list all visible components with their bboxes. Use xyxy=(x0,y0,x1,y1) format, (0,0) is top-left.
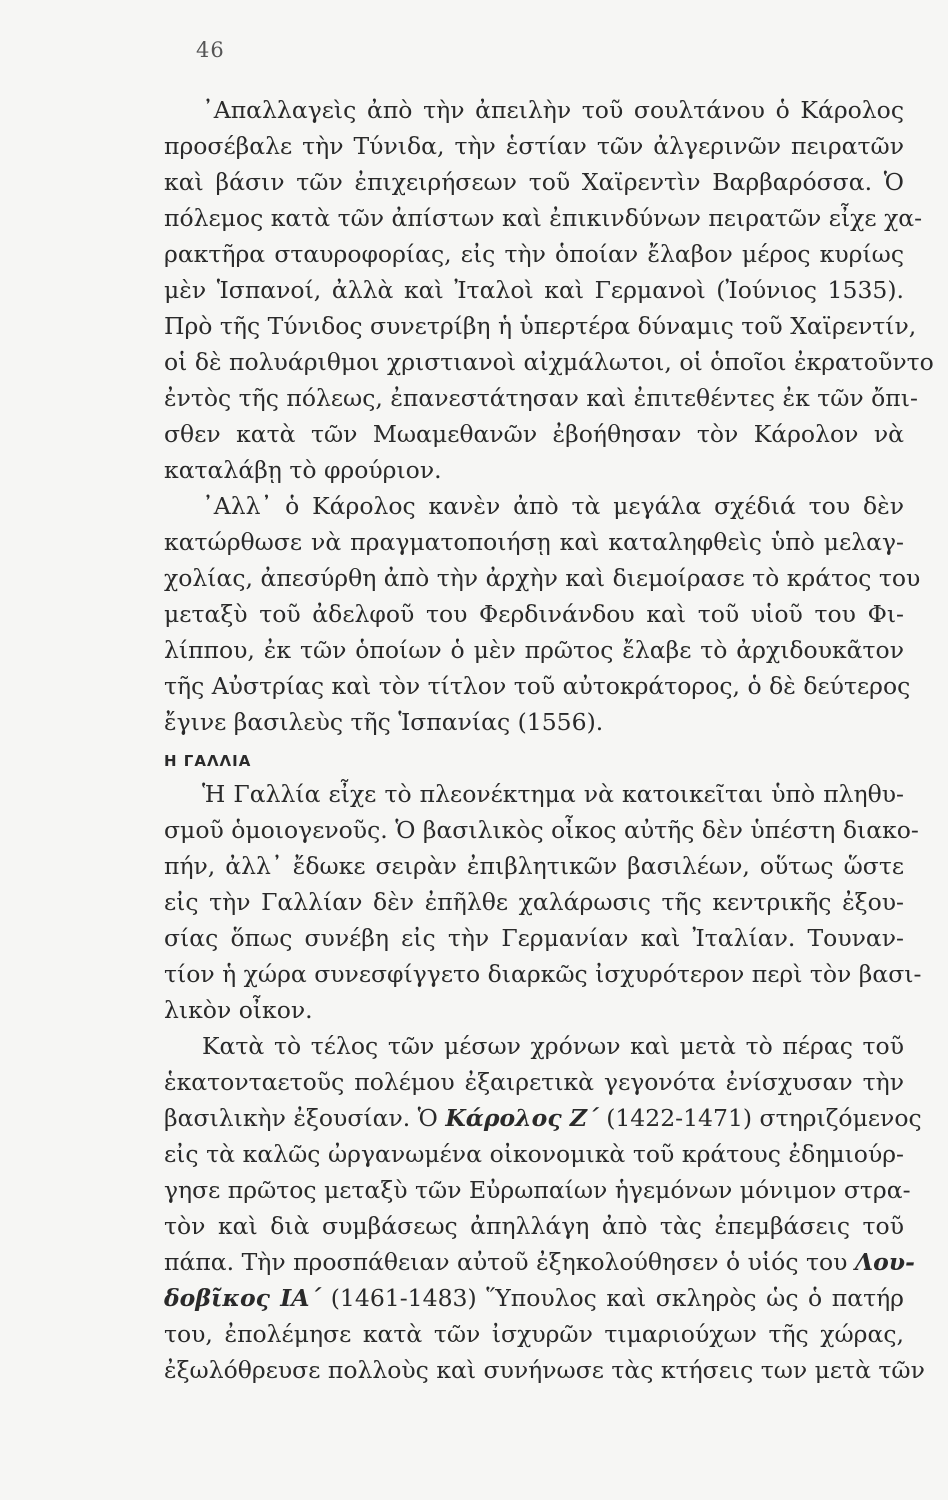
text-line: λίππου, ἐκ τῶν ὁποίων ὁ μὲν πρῶτος ἔλαβε τὸ ἀρχιδουκᾶτον xyxy=(164,636,904,664)
text-line: εἰς τὰ καλῶς ὠργανωμένα οἰκονομικὰ τοῦ κράτους ἐδημιούρ- xyxy=(164,1140,904,1168)
text-line: μεταξὺ τοῦ ἀδελφοῦ του Φερδινάνδου καὶ τοῦ υἱοῦ του Φι- xyxy=(164,600,904,628)
text-run: πάπα. Τὴν προσπάθειαν αὐτοῦ ἐξηκολούθησεν ὁ υἱός του xyxy=(164,1248,855,1276)
text-line: τὸν καὶ διὰ συμβάσεως ἀπηλλάγη ἀπὸ τὰς ἐπεμβάσεις τοῦ xyxy=(164,1212,904,1240)
emphasized-name: Λου- xyxy=(854,1248,915,1276)
text-line: σθεν κατὰ τῶν Μωαμεθανῶν ἐβοήθησαν τὸν Κάρολον νὰ xyxy=(164,420,904,448)
section-heading: Η ΓΑΛΛΙΑ xyxy=(164,752,252,770)
text-run: (1422-1471) στηριζόμενος xyxy=(598,1104,922,1132)
text-line: ᾿Αλλ᾿ ὁ Κάρολος κανὲν ἀπὸ τὰ μεγάλα σχέδιά του δὲν xyxy=(202,492,904,520)
body-text xyxy=(164,92,934,1388)
paragraph xyxy=(164,92,934,488)
text-line: Πρὸ τῆς Τύνιδος συνετρίβη ἡ ὑπερτέρα δύναμις τοῦ Χαϊρεντίν, xyxy=(164,312,917,340)
page-number: 46 xyxy=(196,38,225,62)
text-line: σμοῦ ὁμοιογενοῦς. Ὁ βασιλικὸς οἶκος αὐτῆς δὲν ὑπέστη διακο- xyxy=(164,816,919,844)
emphasized-name: Κάρολος Ζ΄ xyxy=(445,1104,599,1132)
text-line: Κατὰ τὸ τέλος τῶν μέσων χρόνων καὶ μετὰ τὸ πέρας τοῦ xyxy=(202,1032,904,1060)
text-line xyxy=(164,1244,915,1280)
text-line: ἐντὸς τῆς πόλεως, ἐπανεστάτησαν καὶ ἐπιτεθέντες ἐκ τῶν ὄπι- xyxy=(164,384,918,412)
text-line: πήν, ἀλλ᾿ ἔδωκε σειρὰν ἐπιβλητικῶν βασιλέων, οὕτως ὥστε xyxy=(164,852,904,880)
text-line: κατώρθωσε νὰ πραγματοποιήσῃ καὶ καταληφθεὶς ὑπὸ μελαγ- xyxy=(164,528,904,556)
text-line: ἑκατονταετοῦς πολέμου ἐξαιρετικὰ γεγονότα ἐνίσχυσαν τὴν xyxy=(164,1068,904,1096)
text-line: ἔγινε βασιλεὺς τῆς Ἱσπανίας (1556). xyxy=(164,708,604,736)
text-line: ρακτῆρα σταυροφορίας, εἰς τὴν ὁποίαν ἔλαβον μέρος κυρίως xyxy=(164,240,904,268)
text-line: προσέβαλε τὴν Τύνιδα, τὴν ἑστίαν τῶν ἀλγερινῶν πειρατῶν xyxy=(164,132,904,160)
text-line: τῆς Αὐστρίας καὶ τὸν τίτλον τοῦ αὐτοκράτορος, ὁ δὲ δεύτερος xyxy=(164,672,911,700)
text-run: βασιλικὴν ἐξουσίαν. Ὁ xyxy=(164,1104,446,1132)
text-line: Ἡ Γαλλία εἶχε τὸ πλεονέκτημα νὰ κατοικεῖται ὑπὸ πληθυ- xyxy=(202,780,904,808)
text-line xyxy=(164,1100,922,1136)
paragraph xyxy=(164,1028,925,1388)
text-line: ἐξωλόθρευσε πολλοὺς καὶ συνήνωσε τὰς κτήσεις των μετὰ τῶν xyxy=(164,1356,925,1384)
text-line: λικὸν οἶκον. xyxy=(164,996,313,1024)
text-line: μὲν Ἱσπανοί, ἀλλὰ καὶ Ἰταλοὶ καὶ Γερμανοὶ (Ἰούνιος 1535). xyxy=(164,276,904,304)
text-line: σίας ὅπως συνέβη εἰς τὴν Γερμανίαν καὶ Ἰταλίαν. Τουναν- xyxy=(164,924,904,952)
text-line: οἱ δὲ πολυάριθμοι χριστιανοὶ αἰχμάλωτοι, οἱ ὁποῖοι ἐκρατοῦντο xyxy=(164,348,934,376)
text-line: καταλάβῃ τὸ φρούριον. xyxy=(164,456,442,484)
paragraph xyxy=(164,488,921,740)
text-line: ᾿Απαλλαγεὶς ἀπὸ τὴν ἀπειλὴν τοῦ σουλτάνου ὁ Κάρολος xyxy=(202,96,904,124)
text-line: γησε πρῶτος μεταξὺ τῶν Εὐρωπαίων ἡγεμόνων μόνιμον στρα- xyxy=(164,1176,911,1204)
text-line: εἰς τὴν Γαλλίαν δὲν ἐπῆλθε χαλάρωσις τῆς κεντρικῆς ἐξου- xyxy=(164,888,904,916)
text-line: χολίας, ἀπεσύρθη ἀπὸ τὴν ἀρχὴν καὶ διεμοίρασε τὸ κράτος του xyxy=(164,564,921,592)
text-line: πόλεμος κατὰ τῶν ἀπίστων καὶ ἐπικινδύνων πειρατῶν εἶχε χα- xyxy=(164,204,923,232)
text-line: καὶ βάσιν τῶν ἐπιχειρήσεων τοῦ Χαϊρεντὶν Βαρβαρόσσα. Ὁ xyxy=(164,168,904,196)
text-line: τίον ἡ χώρα συνεσφίγγετο διαρκῶς ἰσχυρότερον περὶ τὸν βασι- xyxy=(164,960,922,988)
paragraph xyxy=(164,776,922,1028)
emphasized-name: δοβῖκος ΙΑ΄ xyxy=(164,1284,322,1312)
text-line xyxy=(164,1280,904,1316)
text-line: του, ἐπολέμησε κατὰ τῶν ἰσχυρῶν τιμαριούχων τῆς χώρας, xyxy=(164,1320,904,1348)
text-run: (1461-1483) Ὕπουλος καὶ σκληρὸς ὡς ὁ πατήρ xyxy=(321,1284,904,1312)
